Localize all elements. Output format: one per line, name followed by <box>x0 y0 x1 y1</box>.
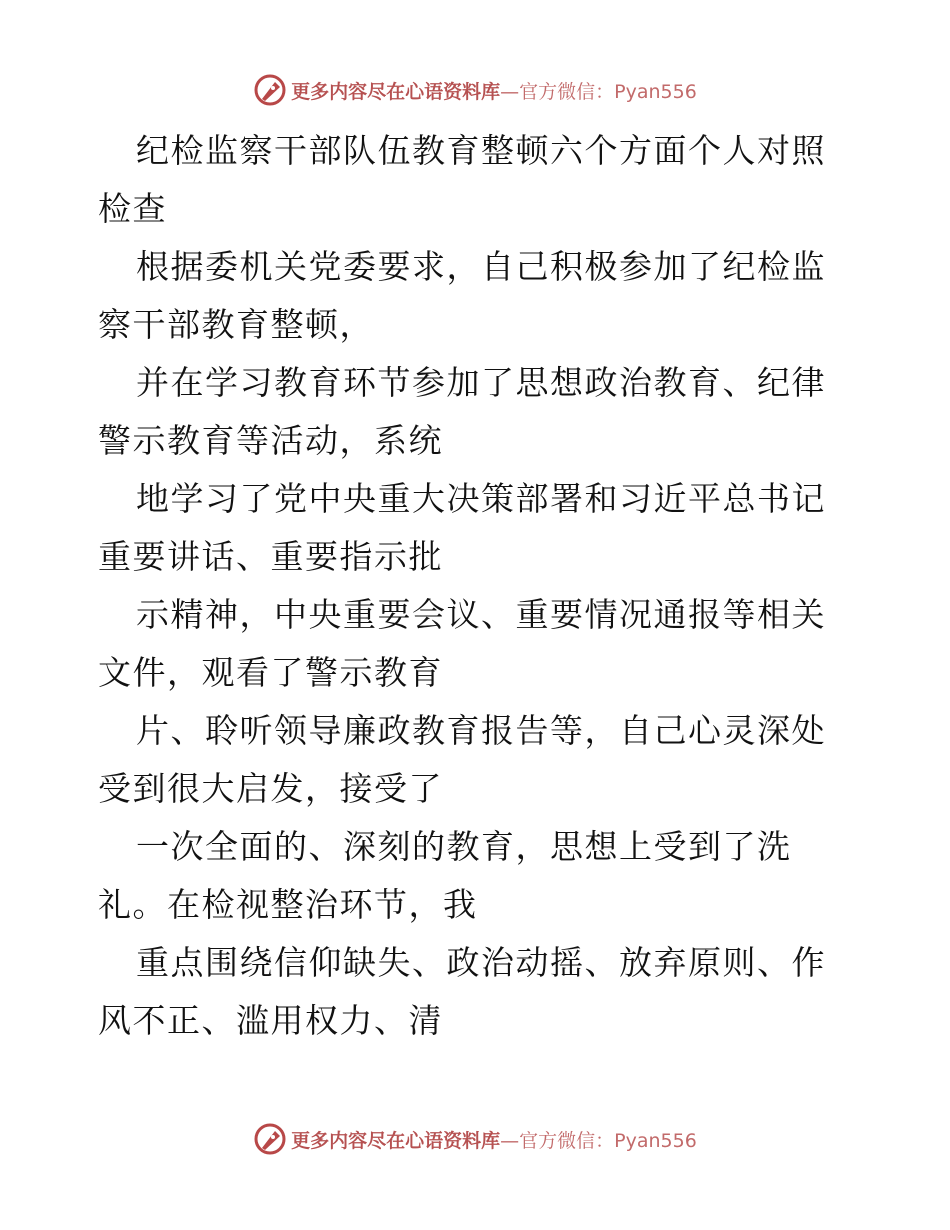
paragraph: 根据委机关党委要求，自己积极参加了纪检监察干部教育整顿， <box>98 247 826 344</box>
banner-site-name: 更多内容尽在心语资料库 <box>291 1129 501 1152</box>
pen-nib-logo-icon <box>253 73 287 107</box>
banner-site-name: 更多内容尽在心语资料库 <box>291 80 501 103</box>
banner-text <box>291 1126 697 1153</box>
paragraph: 片、聆听领导廉政教育报告等，自己心灵深处受到很大启发，接受了 <box>98 711 826 808</box>
banner-wechat: —官方微信：Pyan556 <box>500 1129 697 1152</box>
banner-wechat: —官方微信：Pyan556 <box>500 80 697 103</box>
document-title: 纪检监察干部队伍教育整顿六个方面个人对照检查 <box>98 131 826 228</box>
footer-banner <box>0 1119 950 1159</box>
paragraph: 重点围绕信仰缺失、政治动摇、放弃原则、作风不正、滥用权力、清 <box>98 943 826 1040</box>
document-body <box>98 122 858 1050</box>
header-banner <box>0 70 950 110</box>
paragraph: 地学习了党中央重大决策部署和习近平总书记重要讲话、重要指示批 <box>98 479 826 576</box>
paragraph: 示精神，中央重要会议、重要情况通报等相关文件，观看了警示教育 <box>98 595 826 692</box>
paragraph: 一次全面的、深刻的教育，思想上受到了洗礼。在检视整治环节，我 <box>98 827 792 924</box>
pen-nib-logo-icon <box>253 1122 287 1156</box>
paragraph: 并在学习教育环节参加了思想政治教育、纪律警示教育等活动，系统 <box>98 363 826 460</box>
banner-text <box>291 77 697 104</box>
